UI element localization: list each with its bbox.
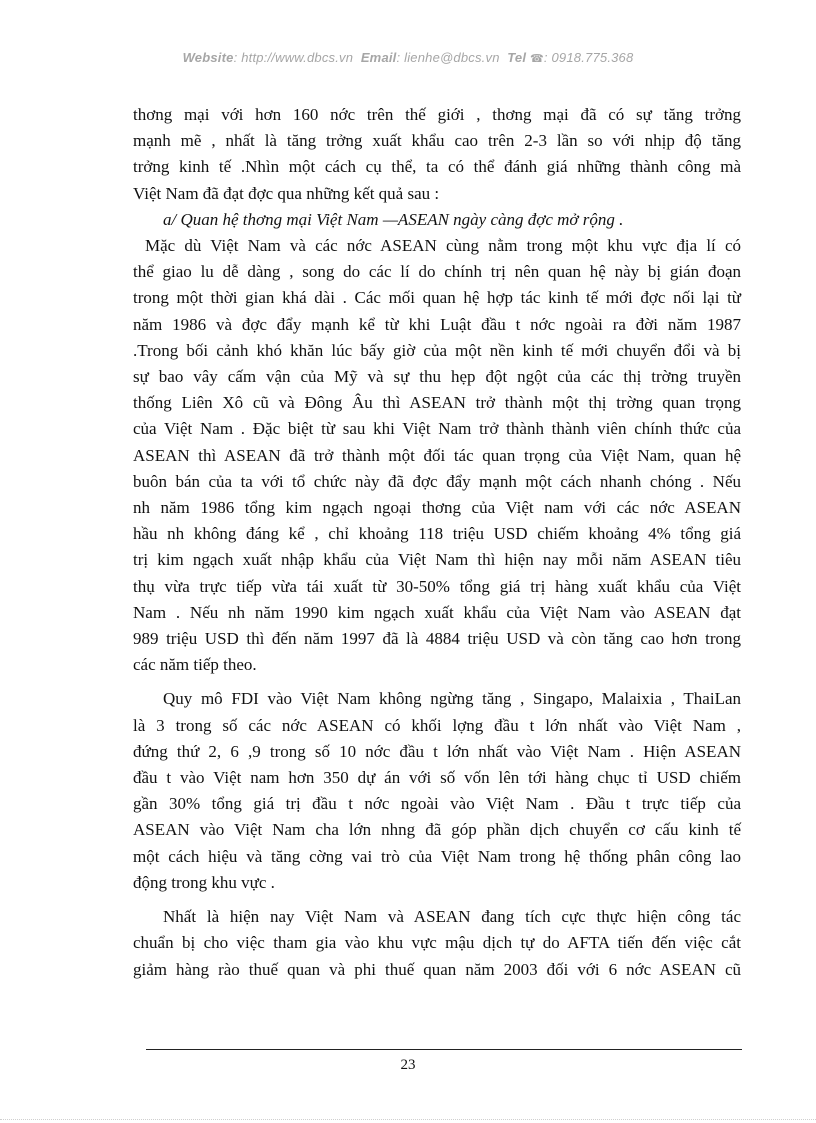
section-heading <box>133 207 741 233</box>
text-line: 989 triệu USD thì đến năm 1997 đã là 4884 triệu USD và còn tăng cao hơn trong <box>133 629 741 649</box>
text-line: của Việt Nam . Đặc biệt từ sau khi Việt Nam trở thành thành viên chính thức của <box>133 419 741 439</box>
paragraph-intro-continued <box>133 102 741 207</box>
text-line: Quy mô FDI vào Việt Nam không ngừng tăng , Singapo, Malaixia , ThaiLan <box>163 689 741 709</box>
text-line: mạnh mẽ , nhất là tăng trởng xuất khẩu cao trên 2-3 lần so với nhịp độ tăng <box>133 131 741 151</box>
footer-rule <box>146 1049 742 1050</box>
email-value: : lienhe@dbcs.vn <box>396 50 500 65</box>
text-line: buôn bán của ta với tổ chức này đã đợc đẩy mạnh một cách nhanh chóng . Nếu <box>133 471 741 491</box>
text-line: một cách hiệu và tăng cờng vai trò của Việt Nam trong hệ thống phân công lao <box>133 846 741 866</box>
text-line: ASEAN vào Việt Nam cha lớn nhng đã góp phần dịch chuyển cơ cấu kinh tế <box>133 820 741 840</box>
text-line: nh năm 1986 tổng kim ngạch ngoại thơng của Việt nam với các nớc ASEAN <box>133 498 741 518</box>
text-line: năm 1986 và đợc đẩy mạnh kể từ khi Luật đầu t nớc ngoài ra đời năm 1987 <box>133 314 741 334</box>
document-body <box>133 102 741 983</box>
paragraph-asean-relations <box>133 233 741 678</box>
tel-value: : 0918.775.368 <box>543 50 634 65</box>
text-line: Mặc dù Việt Nam và các nớc ASEAN cùng nằm trong một khu vực địa lí có <box>145 236 741 256</box>
paragraph-fdi <box>133 686 741 896</box>
text-line: thụ vừa trực tiếp vừa tái xuất từ 30-50% tổng giá trị hàng xuất khẩu của Việt <box>133 576 741 596</box>
text-line: giảm hàng rào thuế quan và phi thuế quan năm 2003 đối với 6 nớc ASEAN cũ <box>133 959 741 979</box>
text-line: động trong khu vực . <box>133 872 275 892</box>
text-line: thống Liên Xô cũ và Đông Âu thì ASEAN trở thành một thị trờng quan trọng <box>133 393 741 413</box>
tel-label: Tel <box>507 50 527 65</box>
section-heading-text: a/ Quan hệ thơng mại Việt Nam —ASEAN ngày càng đợc mở rộng . <box>163 209 624 229</box>
website-label: Website <box>182 50 234 65</box>
email-label: Email <box>360 50 397 65</box>
text-line: chuẩn bị cho việc tham gia vào khu vực mậu dịch tự do AFTA tiến đến việc cắt <box>133 933 741 953</box>
text-line: ASEAN thì ASEAN đã trở thành một đối tác quan trọng của Việt Nam, quan hệ <box>133 445 741 465</box>
text-line: đầu t vào Việt nam hơn 350 dự án với số vốn lên tới hàng chục tỉ USD chiếm <box>133 768 741 788</box>
phone-icon: ☎ <box>529 53 544 65</box>
page-number: 23 <box>400 1057 416 1073</box>
text-line: Việt Nam đã đạt đợc qua những kết quả sau : <box>133 183 440 203</box>
text-line: thể giao lu dễ dàng , song do các lí do chính trị nên quan hệ này bị gián đoạn <box>133 262 741 282</box>
text-line: trong một thời gian khá dài . Các mối quan hệ hợp tác kinh tế mới đợc nối lại từ <box>133 288 741 308</box>
text-line: gần 30% tổng giá trị đầu t nớc ngoài vào Việt Nam . Đầu t trực tiếp của <box>133 794 741 814</box>
paragraph-afta <box>133 904 741 983</box>
text-line: Nhất là hiện nay Việt Nam và ASEAN đang tích cực thực hiện công tác <box>163 907 741 927</box>
text-line: là 3 trong số các nớc ASEAN có khối lợng đầu t lớn nhất vào Việt Nam , <box>133 715 741 735</box>
text-line: đứng thứ 2, 6 ,9 trong số 10 nớc đầu t lớn nhất vào Việt Nam . Hiện ASEAN <box>133 741 741 761</box>
text-line: thơng mại với hơn 160 nớc trên thế giới , thơng mại đã có sự tăng trởng <box>133 105 741 124</box>
text-line: Nam . Nếu nh năm 1990 kim ngạch xuất khẩu của Việt Nam vào ASEAN đạt <box>133 602 741 622</box>
page-header <box>0 50 816 65</box>
text-line: các năm tiếp theo. <box>133 655 257 675</box>
text-line: trị kim ngạch xuất nhập khẩu của Việt Nam thì hiện nay mỗi năm ASEAN tiêu <box>133 550 741 570</box>
text-line: sự bao vây cấm vận của Mỹ và sự thu hẹp đột ngột của các thị trờng truyền <box>133 367 741 387</box>
text-line: hầu nh không đáng kể , chỉ khoảng 118 triệu USD chiếm khoảng 4% tổng giá <box>133 524 741 544</box>
text-line: .Trong bối cảnh khó khăn lúc bấy giờ của một nền kinh tế mới chuyển đổi và bị <box>133 340 741 360</box>
text-line: trởng kinh tế .Nhìn một cách cụ thể, ta có thể đánh giá những thành công mà <box>133 157 741 177</box>
website-value: : http://www.dbcs.vn <box>233 50 354 65</box>
page-bottom-border <box>0 1119 816 1120</box>
